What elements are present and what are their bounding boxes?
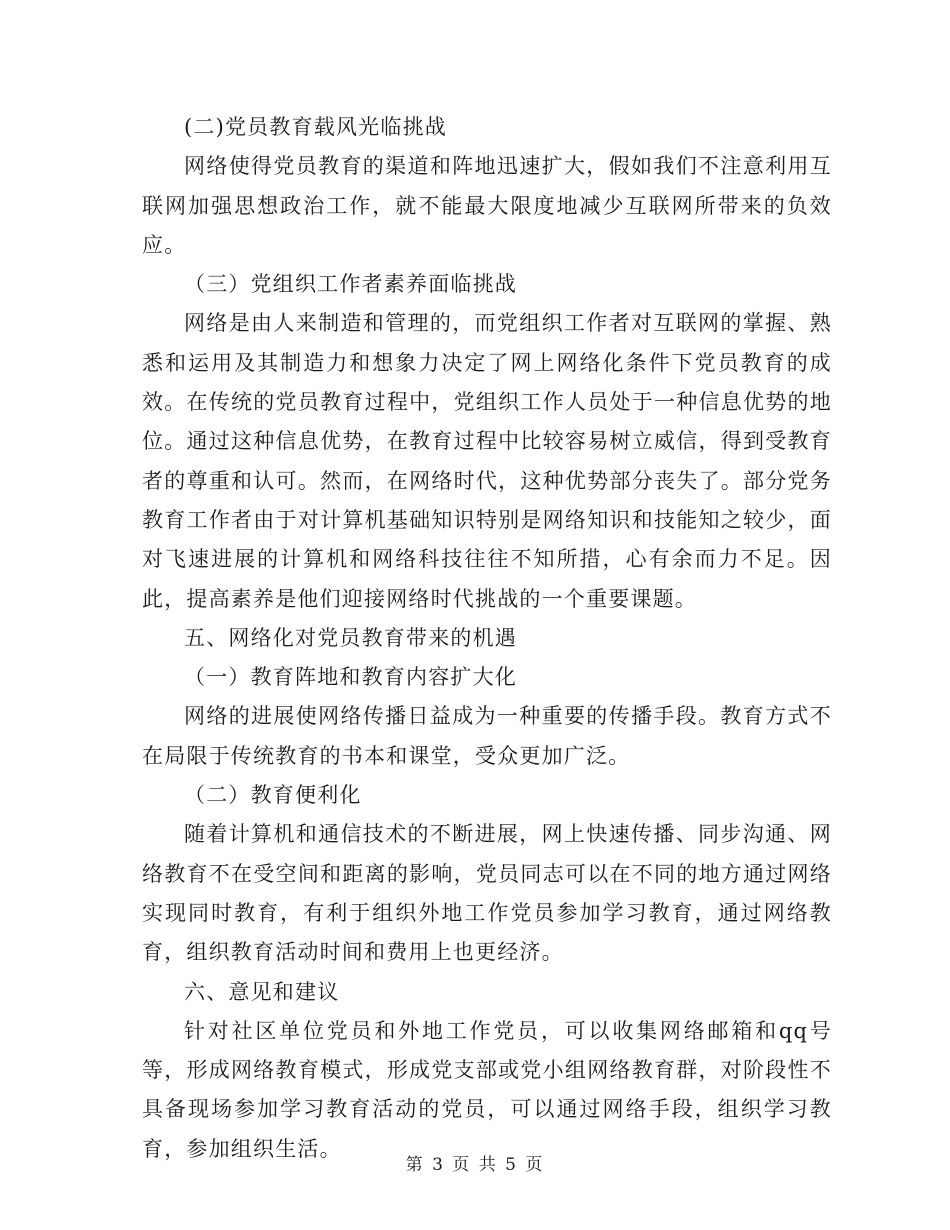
paragraph-expansion: 网络的进展使网络传播日益成为一种重要的传播手段。教育方式不在局限于传统教育的书本和课堂，受众更加广泛。: [142, 704, 832, 768]
paragraph-worker-quality: 网络是由人来制造和管理的，而党组织工作者对互联网的掌握、熟悉和运用及其制造力和想象力决定了网上网络化条件下党员教育的成效。在传统的党员教育过程中，党组织工作人员处于一种信息优势的地位。通过这种信息优势，在教育过程中比较容易树立威信，得到受教育者的尊重和认可。然而，在网络时代，这种优势部分丧失了。部分党务教育工作者由于对计算机基础知识特别是网络知识和技能知之较少，面对飞速进展的计算机和网络科技往往不知所措，心有余而力不足。因此，提高素养是他们迎接网络时代挑战的一个重要课题。: [142, 311, 832, 611]
section-heading-suggestions: 六、意见和建议: [184, 979, 340, 1004]
footer-suffix: 页: [525, 1155, 545, 1175]
paragraph-suggestions: 针对社区单位党员和外地工作党员，可以收集网络邮箱和qq号等，形成网络教育模式，形成党支部或党小组网络教育群，对阶段性不具备现场参加学习教育活动的党员，可以通过网络手段，组织学习教育，参加组织生活。: [142, 1018, 832, 1161]
footer-middle: 页 共: [452, 1155, 498, 1175]
section-heading-party-education-challenge: (二)党员教育载风光临挑战: [184, 115, 447, 139]
section-heading-expansion: （一）教育阵地和教育内容扩大化: [184, 665, 517, 690]
page-footer: [0, 1153, 950, 1177]
section-heading-worker-quality-challenge: （三）党组织工作者素养面临挑战: [184, 272, 517, 297]
section-heading-opportunities: 五、网络化对党员教育带来的机遇: [184, 625, 517, 650]
footer-current-page: 3: [432, 1155, 445, 1175]
paragraph-convenience: 随着计算机和通信技术的不断进展，网上快速传播、同步沟通、网络教育不在受空间和距离的影响，党员同志可以在不同的地方通过网络实现同时教育，有利于组织外地工作党员参加学习教育，通过网络教育，组织教育活动时间和费用上也更经济。: [142, 822, 832, 965]
footer-total-pages: 5: [505, 1155, 518, 1175]
paragraph-network-channels: 网络使得党员教育的渠道和阵地迅速扩大，假如我们不注意利用互联网加强思想政治工作，就不能最大限度地减少互联网所带来的负效应。: [142, 154, 832, 257]
section-heading-convenience: （二）教育便利化: [184, 783, 362, 808]
footer-prefix: 第: [405, 1155, 425, 1175]
document-body: [142, 108, 832, 1169]
